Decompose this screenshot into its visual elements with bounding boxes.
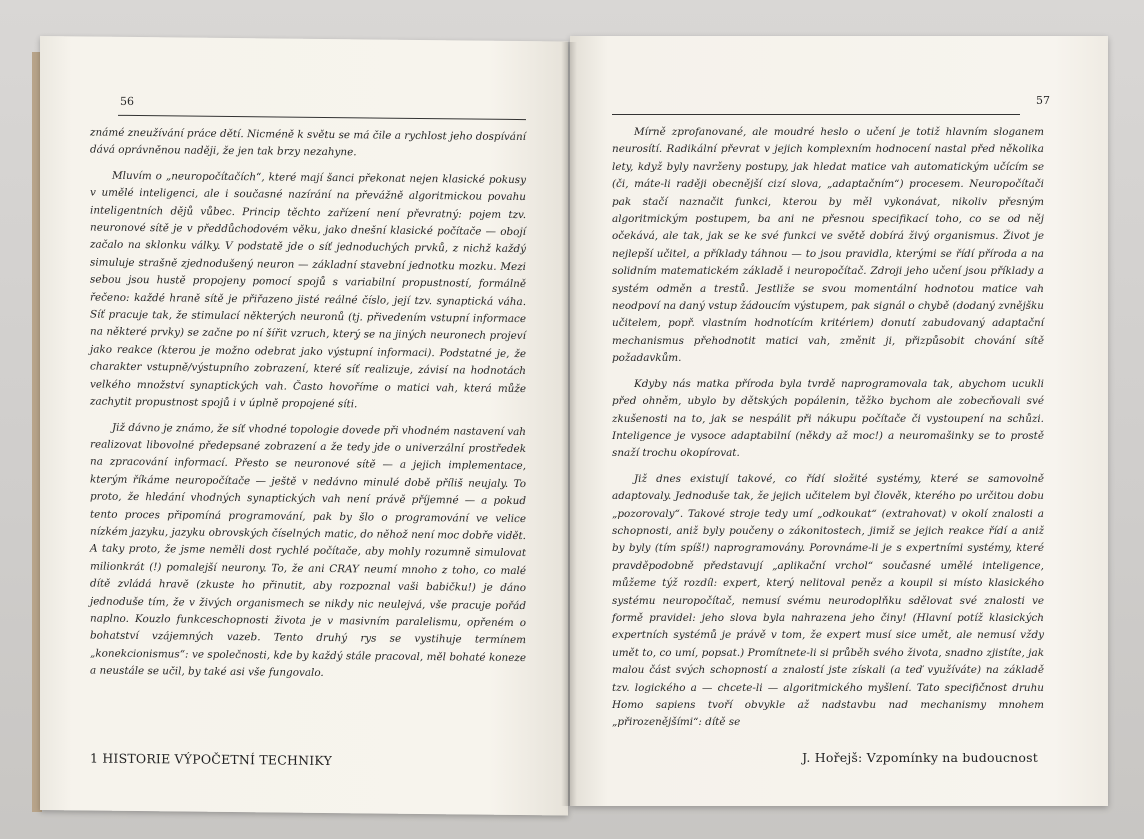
paragraph: Již dnes existují takové, co řídí složité systémy, které se samovolně adaptovaly. Jednoduše tak, že jejich učitelem byl člověk, kterého po určitou dobu „pozorovaly“. Takové stroje tedy umí „odkoukat“ (extrahovat) v okolí znalosti a schopnosti, aniž byly poučeny o zákonitostech, jimiž se jejich reakce řídí a aniž by byly (tím spíš!) naprogramovány. Porovnáme-li je s expertními systémy, které pravděpodobně představují „aplikační vrchol“ současné umělé inteligence, můžeme týž rozdíl: expert, který nelitoval peněz a koupil si místo klasického systému neuropočítač, nemusí svému neurodoplňku sdělovat své znalosti ve formě pravidel: jeho slova byla nahrazena jeho činy! (Hlavní potíž klasických expertních systémů je právě v tom, že expert musí sice umět, ale nemusí vždy umět to, co umí, popsat.) Promítnete-li si průběh svého života, snadno zjistíte, jak malou část svých schopností a znalostí jste získali (a teď využíváte) na základě tzv. logického a — chcete-li — algoritmického myšlení. Tato specifičnost druhu Homo sapiens tvoří obvykle až nadstavbu nad mechanismy mnohem „přirozenějšími“: dítě se [612,472,1044,729]
paragraph: Mluvím o „neuropočítačích“, které mají šanci překonat nejen klasické pokusy v umělé inteligenci, ale i současné nazírání na převážně algoritmickou povahu inteligentních dějů vůbec. Princip těchto zařízení není převratný: pojem tzv. neuronové sítě je v předdůchodovém věku, jako dnešní klasické počítače — obojí začalo na sklonku války. V podstatě jde o síť jednoduchých prvků, z nichž každý simuluje strašně zjednodušený neuron — základní stavební jednotku mozku. Mezi sebou jsou hustě propojeny pomocí spojů s variabilní propustností, formálně řečeno: každé hraně sítě je přiřazeno jisté reálné číslo, její tzv. synaptická váha. Síť pracuje tak, že stimulací některých neuronů (tj. přivedením vstupní informace na některé prvky) se začne po ní šířit vzruch, který se na jiných neuronech projeví jako reakce (kterou je možno odebrat jako výstupní informaci). Podstatné je, že charakter vstupně/výstupního zobrazení, které síť realizuje, závisí na hodnotách velkého množství synaptických vah. Často hovoříme o matici vah, která může zachytit propustnost spojů i v úplně propojené síti. [90,169,526,411]
right-page-text [612,124,1044,740]
left-header-rule [118,115,526,120]
paragraph: Mírně zprofanované, ale moudré heslo o učení je totiž hlavním sloganem neurosítí. Radikální převrat v jejich komplexním hodnocení nastal před několika lety, když byly navrženy postupy, jak hledat matice vah automatickým učícím se (či, máte-li raději obecnější cizí slova, „adaptačním“) procesem. Neuropočítači pak stačí naznačit funkci, kterou by měl vykonávat, nikoliv přesným algoritmickým postupem, ba ani ne přesnou specifikací toho, co se od něj očekává, ale tak, jak se ke své funkci ve světě dobírá živý organismus. Život je nejlepší učitel, a příklady táhnou — to jsou pravidla, kterými se řídí příroda a na solidním matematickém základě i neuropočítač. Zdroji jeho učení jsou příklady a systém odměn a trestů. Jestliže se svou momentální hodnotou matice vah neodpoví na daný vstup žádoucím výstupem, pak signál o chybě (dodaný zvnějšku učitelem, popř. vlastním hodnotícím kritériem) donutí zabudovaný adaptační mechanismus přehodnotit matici vah, změnit ji, přizpůsobit chování sítě požadavkům. [612,126,1044,365]
paragraph: Již dávno je známo, že síť vhodné topologie dovede při vhodném nastavení vah realizovat libovolné předepsané zobrazení a že tedy jde o univerzální prostředek na zpracování informací. Přesto se neuronové sítě — a jejich implementace, kterým říkáme neuropočítače — ještě v nedávno minulé době příliš neujaly. To proto, že hledání vhodných synaptických vah není právě příjemné — a pokud tento proces připomíná programování, pak by šlo o programování ve velice nízkém jazyku, jazyku obrovských číselných matic, do něhož není moc dobře vidět. A taky proto, že jsme neměli dost rychlé počítače, aby mohly rozumně simulovat milionkrát (!) pomalejší neurony. To, že ani CRAY neumí mnoho z toho, co malé dítě zvládá hravě (zkuste ho přinutit, aby rozpoznal vaši babičku!) je dáno jednoduše tím, že v živých organismech se nikdy nic neulejvá, vše pracuje pořád naplno. Kouzlo funkceschopnosti života je v masivním paralelismu, opřeném o bohatství vzájemných vazeb. Tento druhý rys se vystihuje termínem „konekcionismus“: ve společnosti, kde by každý stále pracoval, měl bohaté koneze a neustále se učil, by také asi vše fungovalo. [90,421,526,680]
left-page-number: 56 [120,94,134,108]
left-page-footer: 1 HISTORIE VÝPOČETNÍ TECHNIKY [90,750,333,769]
left-page-text [90,125,526,693]
paragraph: Kdyby nás matka příroda byla tvrdě naprogramovala tak, abychom ucukli před ohněm, ubylo by dětských popálenin, těžko bychom ale zobecňovali své zkušenosti na to, jak se nespálit při nákupu počítače či vystoupení na schůzi. Inteligence je vysoce adaptabilní (někdy až moc!) a neuromašinky se to prostě snaží trochu okopírovat. [612,377,1044,460]
right-page-footer: J. Hořejš: Vzpomínky na budoucnost [802,750,1038,765]
open-book [40,36,1108,812]
paragraph: známé zneužívání práce dětí. Nicméně k světu se má čile a rychlost jeho dospívání dává oprávněnou naději, že jen tak brzy nezahyne. [90,126,526,159]
right-page [570,36,1108,806]
right-page-number: 57 [1036,94,1050,107]
left-page [40,36,568,816]
right-header-rule [612,114,1020,115]
